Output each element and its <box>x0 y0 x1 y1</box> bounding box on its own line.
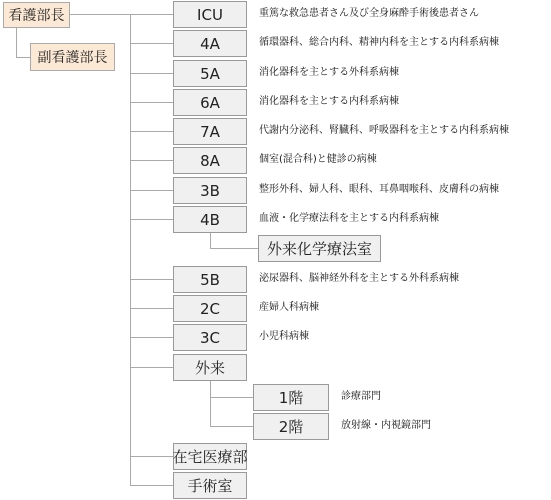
floor-box-1f <box>253 384 329 411</box>
ward-description: 小児科病棟 <box>259 331 309 342</box>
ward-box-3c <box>173 324 247 351</box>
connector-line <box>130 102 173 103</box>
ward-box-4a <box>173 30 247 57</box>
connector-line <box>130 337 173 338</box>
connector-line <box>210 248 258 249</box>
ward-description: 整形外科、婦人科、眼科、耳鼻咽喉科、皮膚科の病棟 <box>259 184 499 195</box>
ward-description: 産婦人科病棟 <box>259 302 319 313</box>
ward-name: 6A <box>200 93 220 112</box>
floor-description: 診療部門 <box>341 391 381 402</box>
ward-box-6a <box>173 89 247 116</box>
connector-line <box>130 131 173 132</box>
chemo-room-label: 外来化学療法室 <box>266 240 372 258</box>
ward-box-4b <box>173 206 247 233</box>
connector-line <box>130 279 173 280</box>
ward-description: 循環器科、総合内科、精神内科を主とする内科系病棟 <box>259 37 499 48</box>
connector-line <box>130 367 173 368</box>
connector-line <box>130 190 173 191</box>
ward-description: 泌尿器科、脳神経外科を主とする外科系病棟 <box>259 273 459 284</box>
head-nurse-label: 看護部長 <box>8 8 65 24</box>
ward-name: 4B <box>200 210 220 229</box>
ward-box-8a <box>173 147 247 174</box>
connector-line <box>16 28 17 57</box>
ward-name: 5A <box>200 64 220 83</box>
deputy-head-nurse-label: 副看護部長 <box>37 50 108 66</box>
operating-room-box <box>173 472 247 499</box>
ward-box-2c <box>173 295 247 322</box>
connector-line <box>210 233 211 248</box>
ward-name: ICU <box>197 5 223 24</box>
ward-description: 消化器科を主とする外科系病棟 <box>259 67 399 78</box>
chemo-room-box <box>258 235 381 262</box>
ward-box-7a <box>173 118 247 145</box>
ward-name: 3B <box>200 181 220 200</box>
ward-description: 個室(混合科)と健診の病棟 <box>259 154 377 165</box>
connector-line <box>210 397 253 398</box>
ward-name: 8A <box>200 151 220 170</box>
connector-line <box>130 73 173 74</box>
ward-name: 5B <box>200 270 220 289</box>
ward-description: 消化器科を主とする内科系病棟 <box>259 96 399 107</box>
outpatient-label: 外来 <box>194 359 225 377</box>
connector-line <box>130 43 173 44</box>
floor-description: 放射線・内視鏡部門 <box>341 420 431 431</box>
connector-line <box>130 456 173 457</box>
connector-line <box>16 57 30 58</box>
floor-name: 1階 <box>278 389 304 407</box>
connector-line <box>130 219 173 220</box>
home-care-box <box>173 443 247 470</box>
ward-description: 重篤な救急患者さん及び全身麻酔手術後患者さん <box>259 8 479 19</box>
outpatient-box <box>173 354 247 381</box>
deputy-head-nurse-box <box>30 43 115 71</box>
ward-box-3b <box>173 177 247 204</box>
home-care-label: 在宅医療部 <box>172 448 248 466</box>
ward-name: 3C <box>199 328 221 347</box>
connector-line <box>70 14 173 15</box>
connector-line <box>130 485 173 486</box>
floor-box-2f <box>253 413 329 440</box>
connector-line <box>210 426 253 427</box>
connector-line <box>130 14 131 485</box>
head-nurse-box <box>3 2 70 28</box>
ward-box-icu <box>173 1 247 28</box>
ward-name: 4A <box>200 34 220 53</box>
floor-name: 2階 <box>278 418 304 436</box>
ward-name: 7A <box>200 122 220 141</box>
ward-name: 2C <box>199 299 221 318</box>
connector-line <box>130 308 173 309</box>
ward-description: 代謝内分泌科、腎臓科、呼吸器科を主とする内科系病棟 <box>259 125 509 136</box>
connector-line <box>210 381 211 426</box>
ward-box-5b <box>173 266 247 293</box>
operating-room-label: 手術室 <box>187 477 233 495</box>
ward-box-5a <box>173 60 247 87</box>
ward-description: 血液・化学療法科を主とする内科系病棟 <box>259 213 439 224</box>
connector-line <box>130 160 173 161</box>
